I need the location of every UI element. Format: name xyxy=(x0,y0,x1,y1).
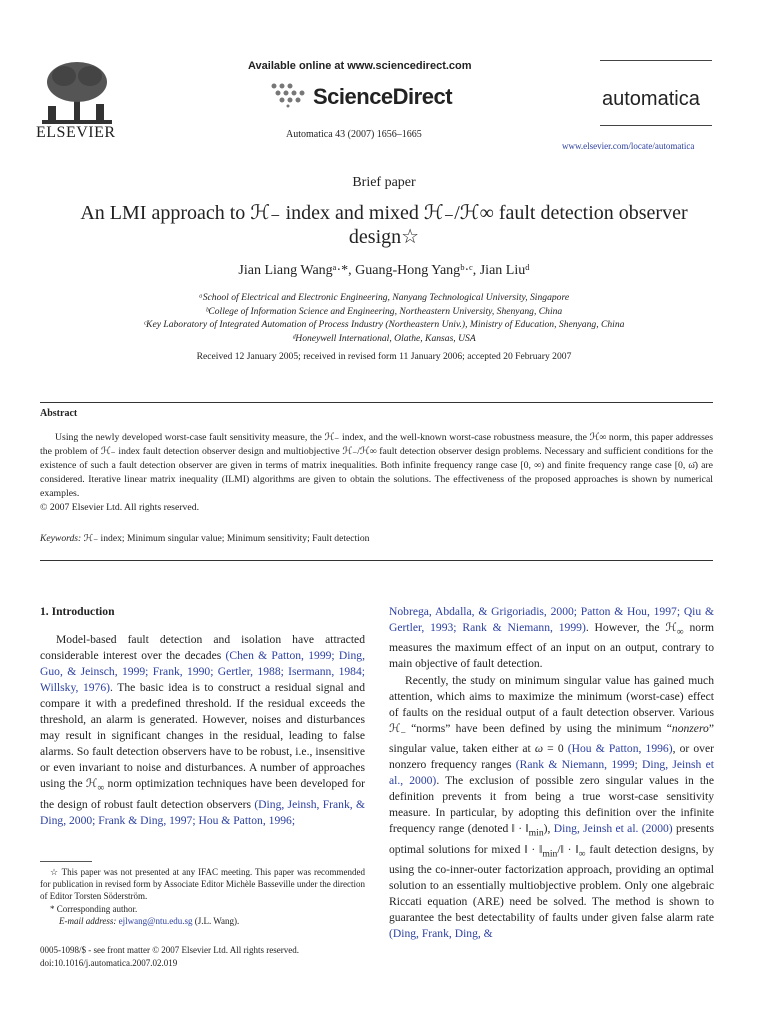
sciencedirect-logo-icon xyxy=(268,80,310,108)
available-online-text: Available online at www.sciencedirect.com xyxy=(248,60,472,72)
abstract-body: Using the newly developed worst-case fault sensitivity measure, the ℋ₋ index, and the well-known worst-case robustness measure, the ℋ∞ norm, this paper addresses the problem of ℋ₋ index fault detection observer design and multiobjective ℋ₋/ℋ∞ fault detection observer design problems. Necessary and sufficient conditions for the existence of such a fault detection observer are given in terms of matrix inequalities. Both infinite frequency range case [0, ∞) and finite frequency range case [0, ω̄) are considered. Iterative linear matrix inequality (ILMI) algorithms are given to obtain the solutions. The effectiveness of the proposed approaches is shown by numerical examples. xyxy=(40,432,713,499)
keywords xyxy=(40,533,369,544)
title-line-1: An LMI approach to ℋ₋ index and mixed ℋ₋/ℋ∞ fault detection observer xyxy=(80,202,688,224)
intro-column-right xyxy=(389,604,714,942)
citation-link[interactable]: (Ding, Jeinsh, Frank, & Ding, 2000; Frank & Ding, 1997; Hou & Patton, 1996; xyxy=(40,797,365,827)
footnote-star: ☆ This paper was not presented at any IFAC meeting. This paper was recommended for publication in revised form by Associate Editor Michèle Basseville under the direction of Editor Torsten Söderström. xyxy=(40,867,365,902)
journal-citation: Automatica 43 (2007) 1656–1665 xyxy=(286,129,422,140)
keywords-label: Keywords: xyxy=(40,533,82,544)
keywords-list: ℋ₋ index; Minimum singular value; Minimum sensitivity; Fault detection xyxy=(81,533,370,544)
journal-url-link[interactable]: www.elsevier.com/locate/automatica xyxy=(562,141,695,151)
footnotes xyxy=(40,866,365,927)
doi-line: doi:10.1016/j.automatica.2007.02.019 xyxy=(40,957,178,968)
citation-link[interactable]: (Rank & Niemann, 1999; Ding, Jeinsh et al., 2000) xyxy=(389,758,714,788)
journal-name-logo: automatica xyxy=(602,88,700,110)
footnote-email xyxy=(40,915,365,927)
citation-link[interactable]: Ding, Jeinsh et al. (2000) xyxy=(553,822,673,836)
email-label: E-mail address: xyxy=(59,915,119,926)
affiliation-b: ᵇCollege of Information Science and Engineering, Northeastern University, Shenyang, China xyxy=(205,305,563,317)
footnote-corresponding: * Corresponding author. xyxy=(50,903,138,914)
front-matter xyxy=(40,944,299,969)
intro-paragraph-2: Recently, the study on minimum singular value has gained much attention, which aims to maximize the minimum (worst-case) effect of faults on the residual output of a fault detection observer. Various ℋ$_-$ “norms” have been defined by using the minimum “nonzero” singular value, taken either at ω = 0 (Hou & Patton, 1996), or over nonzero frequency ranges (Rank & Niemann, 1999; Ding, Jeinsh et al., 2000). The exclusion of possible zero singular values in the definition prevents it from being a true worst-case sensitivity measure. In particular, by adopting this definition over the infinite frequency range (denoted ‖ · $‖_{min}$), Ding, Jeinsh et al. (2000) presents optimal solutions for mixed ‖ · $‖_{min}/‖$ · $‖_\infty$ fault detection designs, by using the co-inner-outer factorization approach, providing an optimal solution to an essentially multiobjective problem. Only one algebraic Riccati equation (ARE) need be solved. The method is shown to guarantee the best detectability of faults under given false alarm rate (Ding, Frank, Ding, & xyxy=(389,673,714,941)
email-suffix: (J.L. Wang). xyxy=(192,915,240,926)
affiliation-d: ᵈHoneywell International, Olathe, Kansas, USA xyxy=(292,332,476,344)
intro-paragraph-1: Model-based fault detection and isolation have attracted considerable interest over the decades (Chen & Patton, 1999; Ding, Guo, & Jeinsch, 1999; Frank, 1990; Gertler, 1988; Isermann, 1984; Willsky, 1976). The basic idea is to construct a residual signal and compare it with a predefined threshold. If the residual exceeds the threshold, an alarm is generated. However, noises and disturbances may result in significant changes in the residual, leading to false alarms. So fault detection observers have to be robust, i.e., insensitive or even invariant to noise and disturbances. A number of approaches using the ℋ$_\infty$ norm optimization techniques have been developed for the design of robust fault detection observers (Ding, Jeinsh, Frank, & Ding, 2000; Frank & Ding, 1997; Hou & Patton, 1996; xyxy=(40,633,366,827)
intro-heading: 1. Introduction xyxy=(40,605,115,618)
intro-column-left xyxy=(40,632,365,829)
article-title xyxy=(0,201,768,249)
citation-link[interactable]: (Hou & Patton, 1996) xyxy=(567,742,673,755)
authors: Jian Liang Wangᵃ·*, Guang-Hong Yangᵇ·ᶜ, Jian Liuᵈ xyxy=(238,263,530,278)
received-dates: Received 12 January 2005; received in revised form 11 January 2006; accepted 20 February 2007 xyxy=(196,351,572,362)
citation-link[interactable]: (Ding, Frank, Ding, & xyxy=(389,927,493,941)
abstract-heading: Abstract xyxy=(40,408,78,419)
sciencedirect-wordmark: ScienceDirect xyxy=(313,84,453,109)
affiliation-c: ᶜKey Laboratory of Integrated Automation of Process Industry (Northeastern Univ.), Ministry of Education, Shenyang, China xyxy=(143,319,625,330)
citation-link[interactable]: Nobrega, Abdalla, & Grigoriadis, 2000; Patton & Hou, 1997; Qiu & Gertler, 1993; Rank & Niemann, 1999) xyxy=(389,605,714,635)
abstract-copyright: © 2007 Elsevier Ltd. All rights reserved. xyxy=(40,501,200,513)
elsevier-wordmark: ELSEVIER xyxy=(36,124,116,141)
email-link[interactable]: ejlwang@ntu.edu.sg xyxy=(118,915,193,926)
issn-line: 0005-1098/$ - see front matter © 2007 Elsevier Ltd. All rights reserved. xyxy=(40,945,300,955)
article-type: Brief paper xyxy=(352,175,416,190)
affiliations xyxy=(0,291,768,345)
intro-paragraph-1-cont: Nobrega, Abdalla, & Grigoriadis, 2000; Patton & Hou, 1997; Qiu & Gertler, 1993; Rank & Niemann, 1999). However, the ℋ$_\infty$ norm measures the maximum effect of an input on an output, contrary to main objective of fault detection. xyxy=(389,605,714,671)
elsevier-logo xyxy=(34,58,120,126)
affiliation-a: ᵃSchool of Electrical and Electronic Engineering, Nanyang Technological University, Singapore xyxy=(198,292,570,303)
citation-link[interactable]: (Chen & Patton, 1999; Ding, Guo, & Jeinsch, 1999; Frank, 1990; Gertler, 1988; Isermann, 1984; Willsky, 1976) xyxy=(40,649,365,695)
abstract-text xyxy=(40,431,713,514)
title-line-2: design☆ xyxy=(348,226,420,248)
